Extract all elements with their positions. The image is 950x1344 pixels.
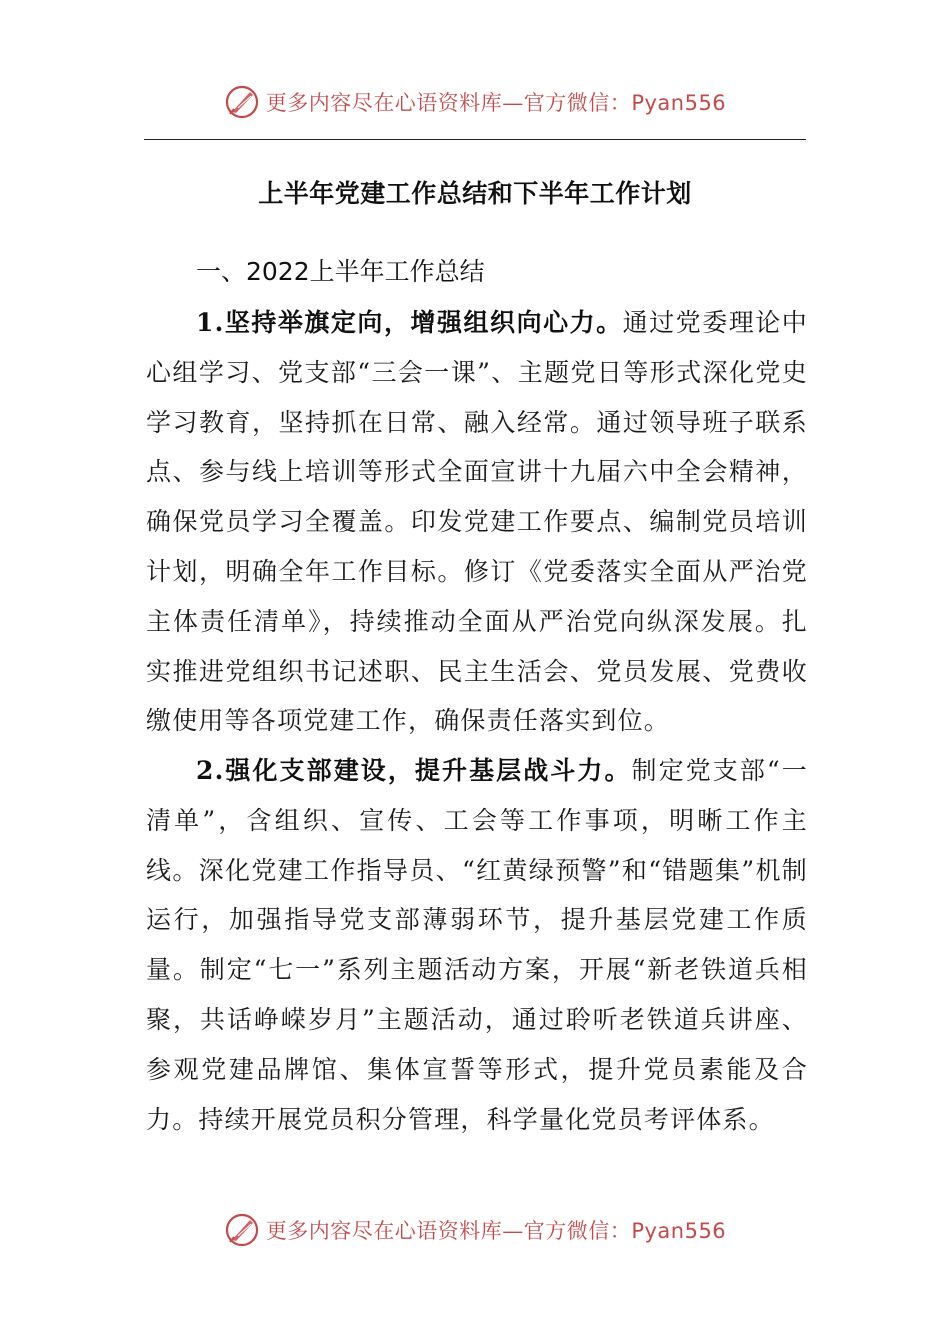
footer-watermark bbox=[0, 1210, 950, 1250]
paragraph-body: 制定党支部“一清单”，含组织、宣传、工会等工作事项，明晰工作主线。深化党建工作指导员、“红黄绿预警”和“错题集”机制运行，加强指导党支部薄弱环节，提升基层党建工作质量。制定“七一”系列主题活动方案，开展“新老铁道兵相聚，共话峥嵘岁月”主题活动，通过聆听老铁道兵讲座、参观党建品牌馆、集体宣誓等形式，提升党员素能及合力。持续开展党员积分管理，科学量化党员考评体系。 bbox=[146, 756, 808, 1134]
paragraph-2 bbox=[146, 746, 808, 1144]
quill-logo-icon bbox=[224, 1212, 260, 1248]
section-heading: 一、2022上半年工作总结 bbox=[196, 257, 485, 286]
quill-logo-icon bbox=[224, 84, 260, 120]
watermark-text: 更多内容尽在心语资料库—官方微信：Pyan556 bbox=[265, 91, 727, 115]
watermark-handle: Pyan556 bbox=[631, 1219, 727, 1243]
watermark-handle: Pyan556 bbox=[631, 91, 727, 115]
paragraph-body: 通过党委理论中心组学习、党支部“三会一课”、主题党日等形式深化党史学习教育，坚持抓在日常、融入经常。通过领导班子联系点、参与线上培训等形式全面宣讲十九届六中全会精神，确保党员学习全覆盖。印发党建工作要点、编制党员培训计划，明确全年工作目标。修订《党委落实全面从严治党主体责任清单》，持续推动全面从严治党向纵深发展。扎实推进党组织书记述职、民主生活会、党员发展、党费收缴使用等各项党建工作，确保责任落实到位。 bbox=[146, 308, 809, 736]
watermark-text: 更多内容尽在心语资料库—官方微信：Pyan556 bbox=[265, 1219, 727, 1243]
page-title: 上半年党建工作总结和下半年工作计划 bbox=[258, 179, 692, 208]
paragraph-1 bbox=[146, 298, 808, 746]
header-divider bbox=[144, 139, 806, 140]
header-watermark bbox=[0, 82, 950, 122]
paragraph-lead: 1.坚持举旗定向，增强组织向心力。 bbox=[196, 308, 623, 337]
paragraph-lead: 2.强化支部建设，提升基层战斗力。 bbox=[196, 756, 632, 785]
